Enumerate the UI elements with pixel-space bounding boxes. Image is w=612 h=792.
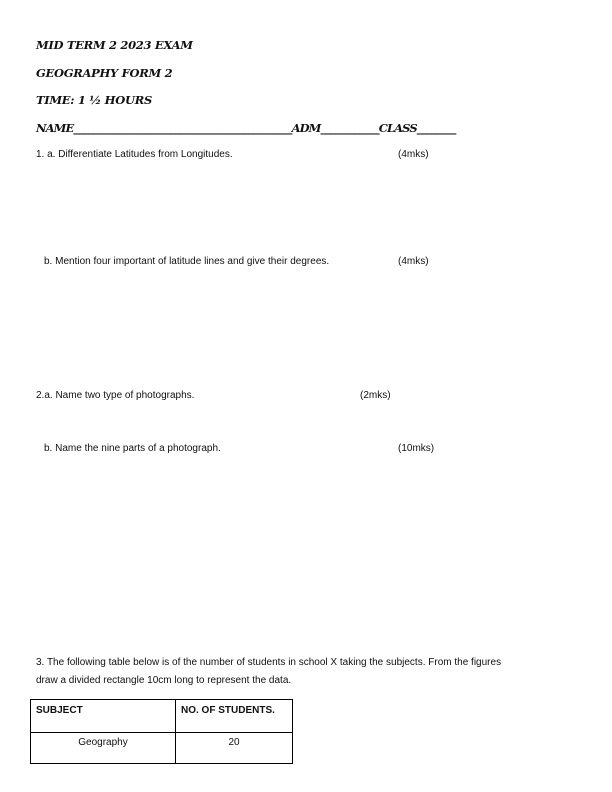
student-details-line: NAME_____________________________________________ADM____________CLASS________ xyxy=(36,121,456,135)
cell-students: 20 xyxy=(176,733,293,764)
header-subject: SUBJECT xyxy=(31,700,176,733)
header-students: NO. OF STUDENTS. xyxy=(176,700,293,733)
question-3-line1: 3. The following table below is of the number of students in school X taking the subjects. From the figures xyxy=(36,657,502,668)
question-2b-marks: (10mks) xyxy=(398,443,435,454)
table-header-row xyxy=(31,700,293,733)
table-row xyxy=(31,733,293,764)
question-1a-marks: (4mks) xyxy=(398,149,429,160)
question-3-line2: draw a divided rectangle 10cm long to represent the data. xyxy=(36,675,292,686)
exam-title: MID TERM 2 2023 EXAM xyxy=(36,38,193,52)
question-2b: b. Name the nine parts of a photograph. xyxy=(44,443,221,454)
question-1a: 1. a. Differentiate Latitudes from Longitudes. xyxy=(36,149,233,160)
cell-subject: Geography xyxy=(31,733,176,764)
question-2a-marks: (2mks) xyxy=(360,390,391,401)
subject-form: GEOGRAPHY FORM 2 xyxy=(36,66,173,80)
question-1b: b. Mention four important of latitude lines and give their degrees. xyxy=(44,256,330,267)
students-table xyxy=(30,699,293,764)
time-allowed: TIME: 1 ½ HOURS xyxy=(36,93,152,107)
question-2a: 2.a. Name two type of photographs. xyxy=(36,390,195,401)
question-1b-marks: (4mks) xyxy=(398,256,429,267)
